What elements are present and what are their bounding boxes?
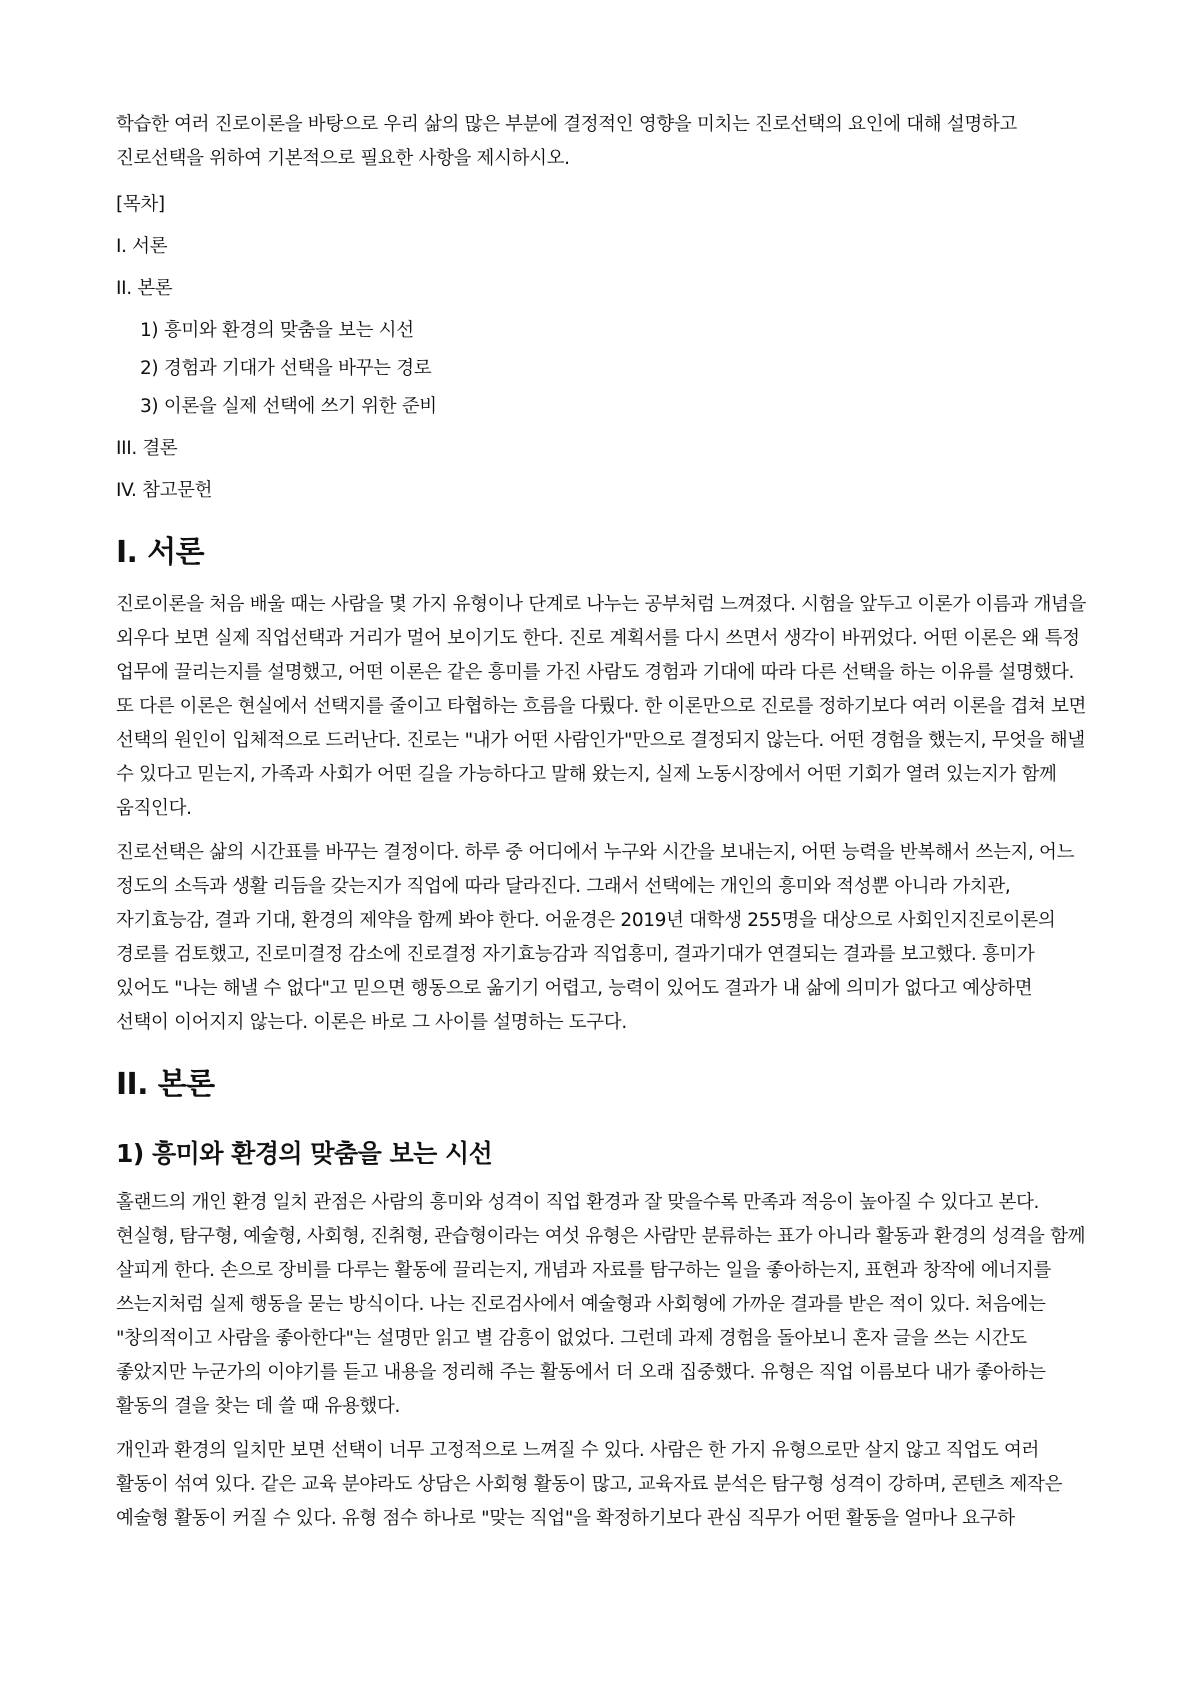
toc-item-references: IV. 참고문헌 [116, 480, 213, 501]
toc-subitem-3: 3) 이론을 실제 선택에 쓰기 위한 준비 [140, 396, 437, 417]
subsection-heading-1: 1) 흥미와 환경의 맞춤을 보는 시선 [116, 1139, 493, 1168]
toc-item-introduction: I. 서론 [116, 236, 168, 257]
body-paragraph: 진로이론을 처음 배울 때는 사람을 몇 가지 유형이나 단계로 나누는 공부처럼 느껴졌다. 시험을 앞두고 이론가 이름과 개념을 외우다 보면 실제 직업선택과 거리가 멀어 보이기도 한다. 진로 계획서를 다시 쓰면서 생각이 바뀌었다. 어떤 이론은 왜 특정 업무에 끌리는지를 설명했고, 어떤 이론은 같은 흥미를 가진 사람도 경험과 기대에 따라 다른 선택을 하는 이유를 설명했다. 또 다른 이론은 현실에서 선택지를 줄이고 타협하는 흐름을 다뤘다. 한 이론만으로 진로를 정하기보다 여러 이론을 겹쳐 보면 선택의 원인이 입체적으로 드러난다. 진로는 "내가 어떤 사람인가"만으로 결정되지 않는다. 어떤 경험을 했는지, 무엇을 해낼 수 있다고 믿는지, 가족과 사회가 어떤 길을 가능하다고 말해 왔는지, 실제 노동시장에서 어떤 기회가 열려 있는지가 함께 움직인다. [116, 594, 1087, 819]
toc-heading: [목차] [116, 194, 165, 215]
body-paragraph: 진로선택은 삶의 시간표를 바꾸는 결정이다. 하루 중 어디에서 누구와 시간을 보내는지, 어떤 능력을 반복해서 쓰는지, 어느 정도의 소득과 생활 리듬을 갖는지가 직업에 따라 달라진다. 그래서 선택에는 개인의 흥미와 적성뿐 아니라 가치관, 자기효능감, 결과 기대, 환경의 제약을 함께 봐야 한다. 어윤경은 2019년 대학생 255명을 대상으로 사회인지진로이론의 경로를 검토했고, 진로미결정 감소에 진로결정 자기효능감과 직업흥미, 결과기대가 연결되는 결과를 보고했다. 흥미가 있어도 "나는 해낼 수 없다"고 믿으면 행동으로 옮기기 어렵고, 능력이 있어도 결과가 내 삶에 의미가 없다고 예상하면 선택이 이어지지 않는다. 이론은 바로 그 사이를 설명하는 도구다. [116, 842, 1075, 1033]
toc-subitem-1: 1) 흥미와 환경의 맞춤을 보는 시선 [140, 320, 414, 341]
toc-item-conclusion: III. 결론 [116, 438, 178, 459]
section-heading-introduction: I. 서론 [116, 535, 204, 570]
body-paragraph: 홀랜드의 개인 환경 일치 관점은 사람의 흥미와 성격이 직업 환경과 잘 맞을수록 만족과 적응이 높아질 수 있다고 본다. 현실형, 탐구형, 예술형, 사회형, 진취형, 관습형이라는 여섯 유형은 사람만 분류하는 표가 아니라 활동과 환경의 성격을 함께 살피게 한다. 손으로 장비를 다루는 활동에 끌리는지, 개념과 자료를 탐구하는 일을 좋아하는지, 표현과 창작에 에너지를 쓰는지처럼 실제 행동을 묻는 방식이다. 나는 진로검사에서 예술형과 사회형에 가까운 결과를 받은 적이 있다. 처음에는 "창의적이고 사람을 좋아한다"는 설명만 읽고 별 감흥이 없었다. 그런데 과제 경험을 돌아보니 혼자 글을 쓰는 시간도 좋았지만 누군가의 이야기를 듣고 내용을 정리해 주는 활동에서 더 오래 집중했다. 유형은 직업 이름보다 내가 좋아하는 활동의 결을 찾는 데 쓸 때 유용했다. [116, 1192, 1086, 1417]
document-page [116, 108, 1088, 1546]
assignment-prompt: 학습한 여러 진로이론을 바탕으로 우리 삶의 많은 부분에 결정적인 영향을 미치는 진로선택의 요인에 대해 설명하고 진로선택을 위하여 기본적으로 필요한 사항을 제시하시오. [116, 114, 1017, 169]
toc-item-body: II. 본론 [116, 278, 173, 299]
section-heading-body: II. 본론 [116, 1067, 215, 1102]
body-paragraph: 개인과 환경의 일치만 보면 선택이 너무 고정적으로 느껴질 수 있다. 사람은 한 가지 유형으로만 살지 않고 직업도 여러 활동이 섞여 있다. 같은 교육 분야라도 상담은 사회형 활동이 많고, 교육자료 분석은 탐구형 성격이 강하며, 콘텐츠 제작은 예술형 활동이 커질 수 있다. 유형 점수 하나로 "맞는 직업"을 확정하기보다 관심 직무가 어떤 활동을 얼마나 요구하 [116, 1440, 1063, 1529]
table-of-contents [116, 188, 1088, 508]
toc-subitem-2: 2) 경험과 기대가 선택을 바꾸는 경로 [140, 358, 432, 379]
